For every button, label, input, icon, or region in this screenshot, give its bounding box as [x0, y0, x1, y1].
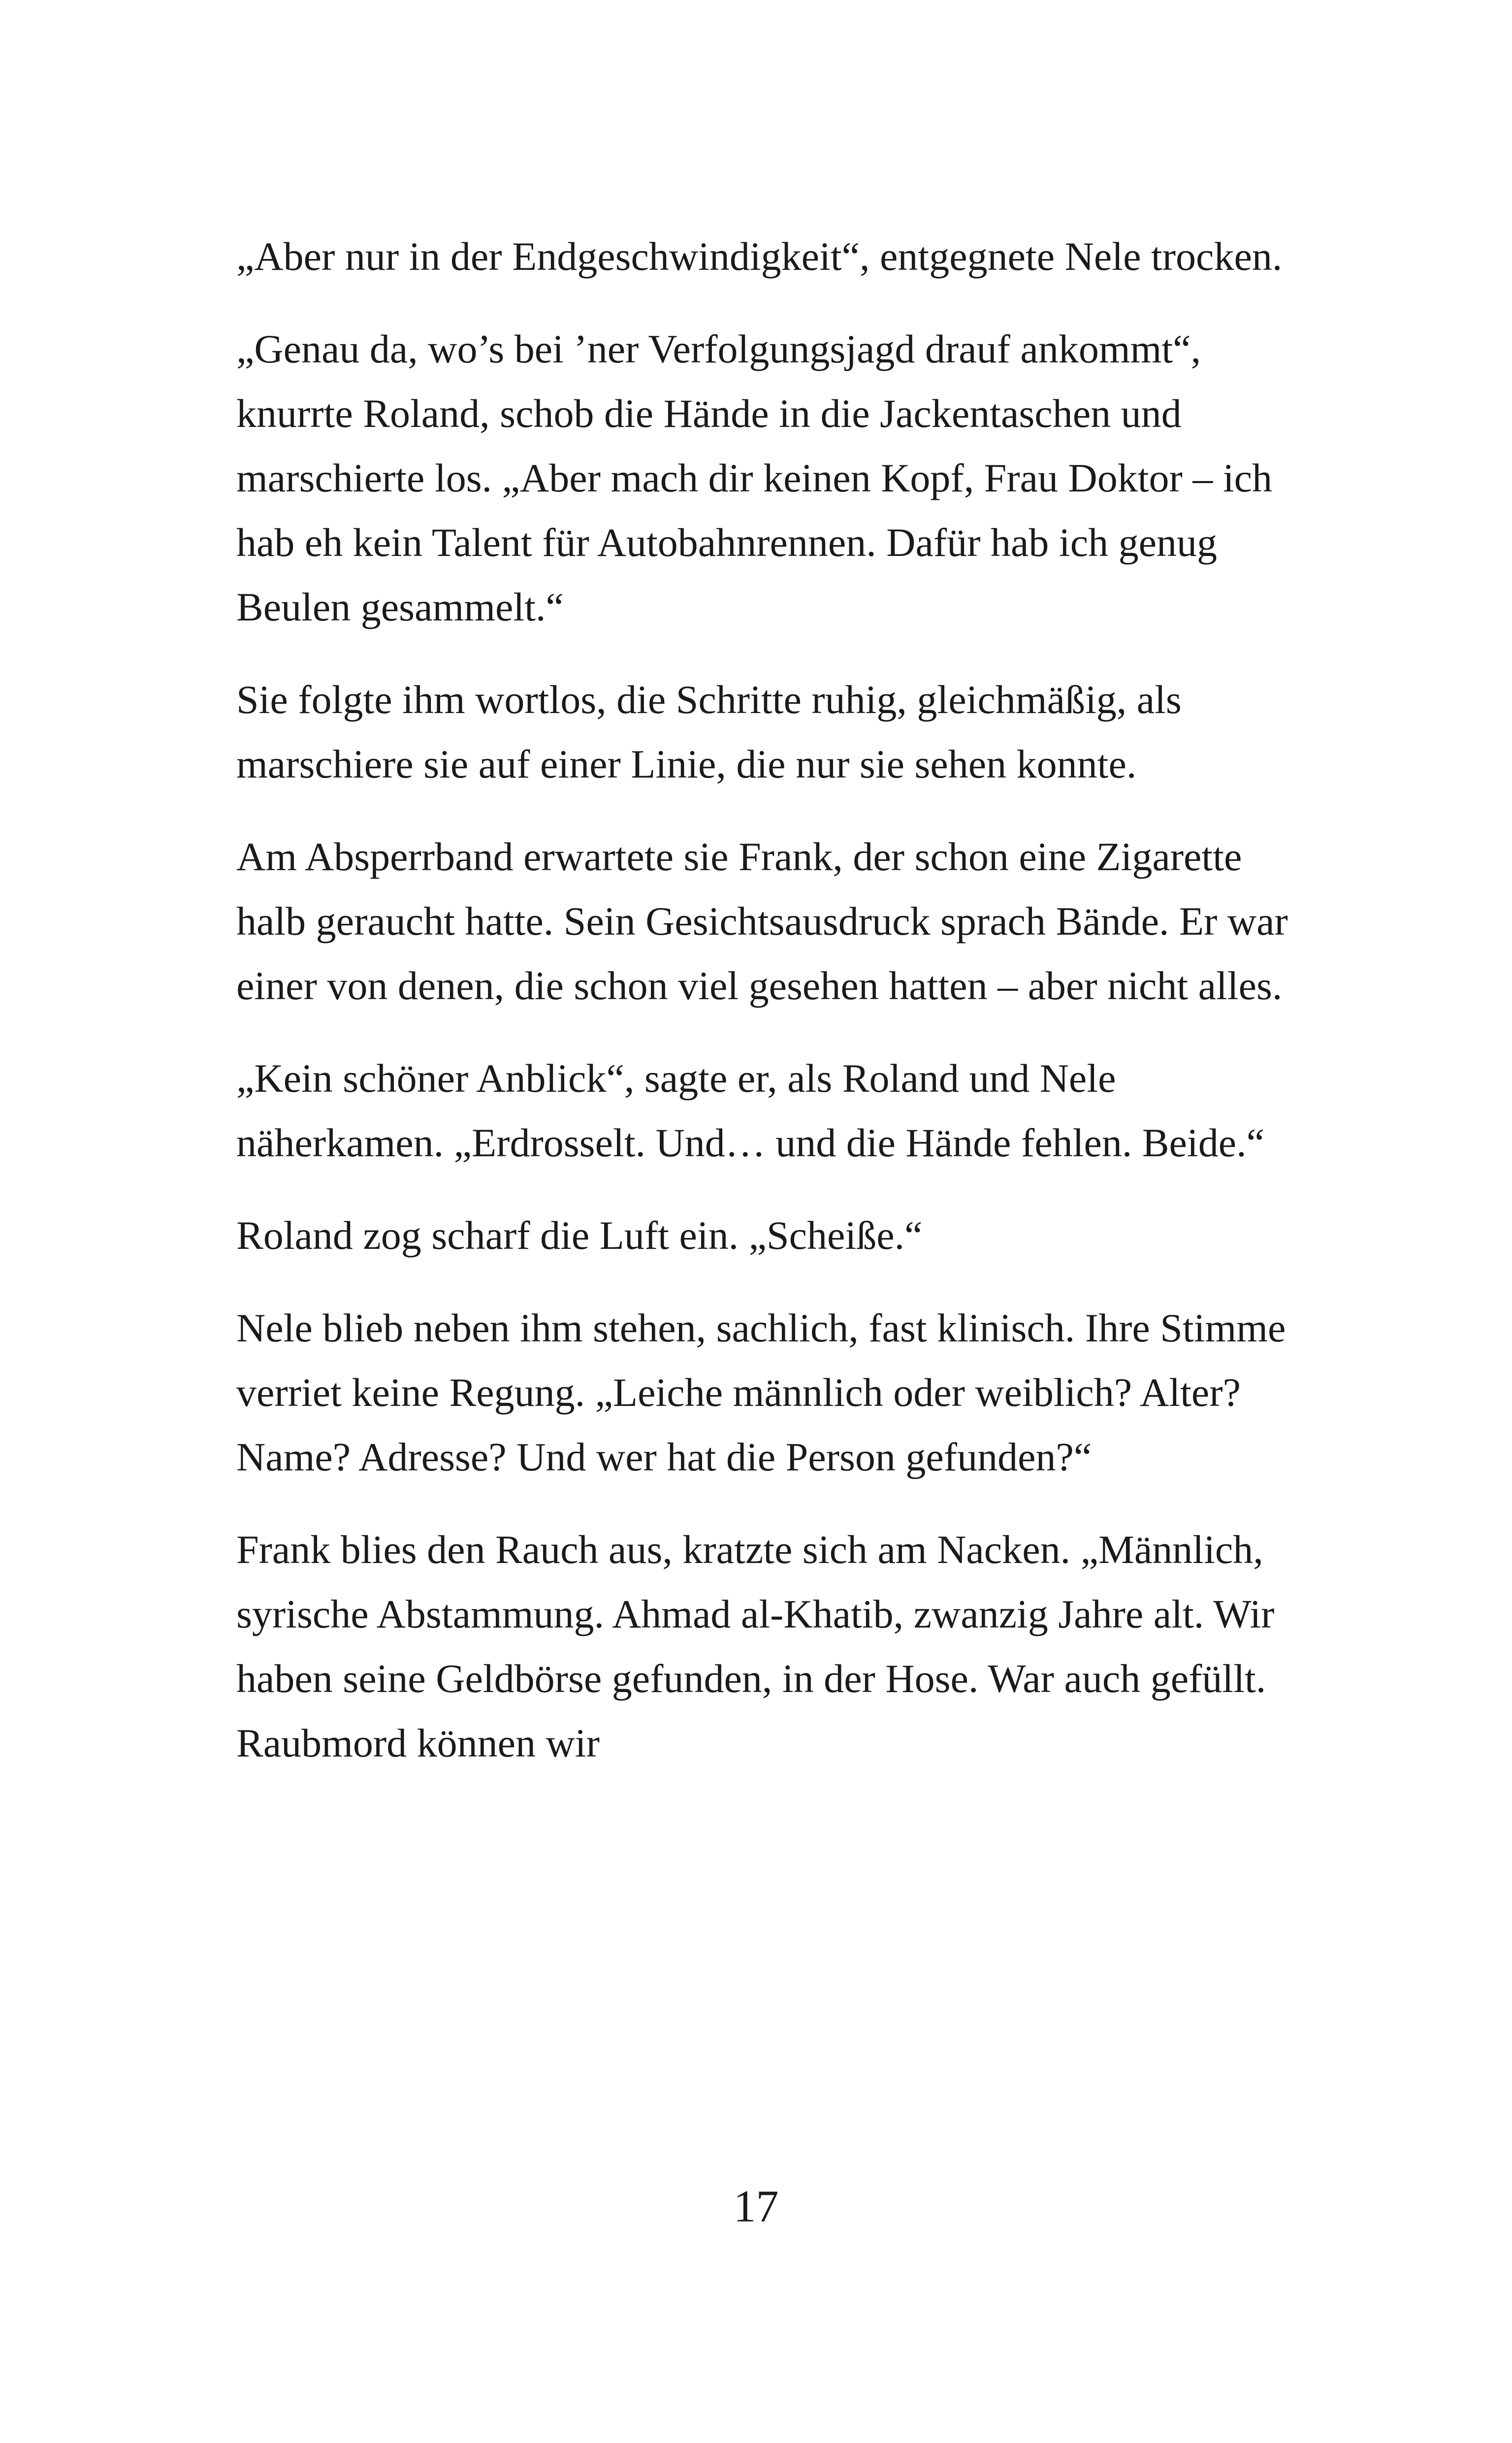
- body-text: [236, 224, 1295, 1803]
- paragraph-3: Sie folgte ihm wortlos, die Schritte ruhig, gleichmäßig, als marschiere sie auf einer Linie, die nur sie sehen konnte.: [236, 677, 1182, 786]
- paragraph-8: Frank blies den Rauch aus, kratzte sich am Nacken. „Männlich, syrische Abstammung. Ahmad al-Khatib, zwanzig Jahre alt. Wir haben seine Geldbörse gefunden, in der Hose. War auch gefüllt. Raubmord können wir: [236, 1527, 1275, 1765]
- paragraph-4: Am Absperrband erwartete sie Frank, der schon eine Zigarette halb geraucht hatte. Sein Gesichtsausdruck sprach Bände. Er war einer von denen, die schon viel gesehen hatten – aber nicht alles.: [236, 834, 1288, 1008]
- paragraph-1: „Aber nur in der Endgeschwindigkeit“, entgegnete Nele trocken.: [236, 234, 1283, 279]
- paragraph-7: Nele blieb neben ihm stehen, sachlich, fast klinisch. Ihre Stimme verriet keine Regung. „Leiche männlich oder weiblich? Alter? Name? Adresse? Und wer hat die Person gefunden?“: [236, 1305, 1286, 1479]
- paragraph-5: „Kein schöner Anblick“, sagte er, als Roland und Nele näherkamen. „Erdrosselt. Und… und die Hände fehlen. Beide.“: [236, 1056, 1264, 1165]
- paragraph-6: Roland zog scharf die Luft ein. „Scheiße.“: [236, 1213, 923, 1258]
- page-number: 17: [733, 2181, 779, 2231]
- paragraph-2: „Genau da, wo’s bei ’ner Verfolgungsjagd drauf ankommt“, knurrte Roland, schob die Hände in die Jackentaschen und marschierte los. „Aber mach dir keinen Kopf, Frau Doktor – ich hab eh kein Talent für Autobahnrennen. Dafür hab ich genug Beulen gesammelt.“: [236, 326, 1273, 629]
